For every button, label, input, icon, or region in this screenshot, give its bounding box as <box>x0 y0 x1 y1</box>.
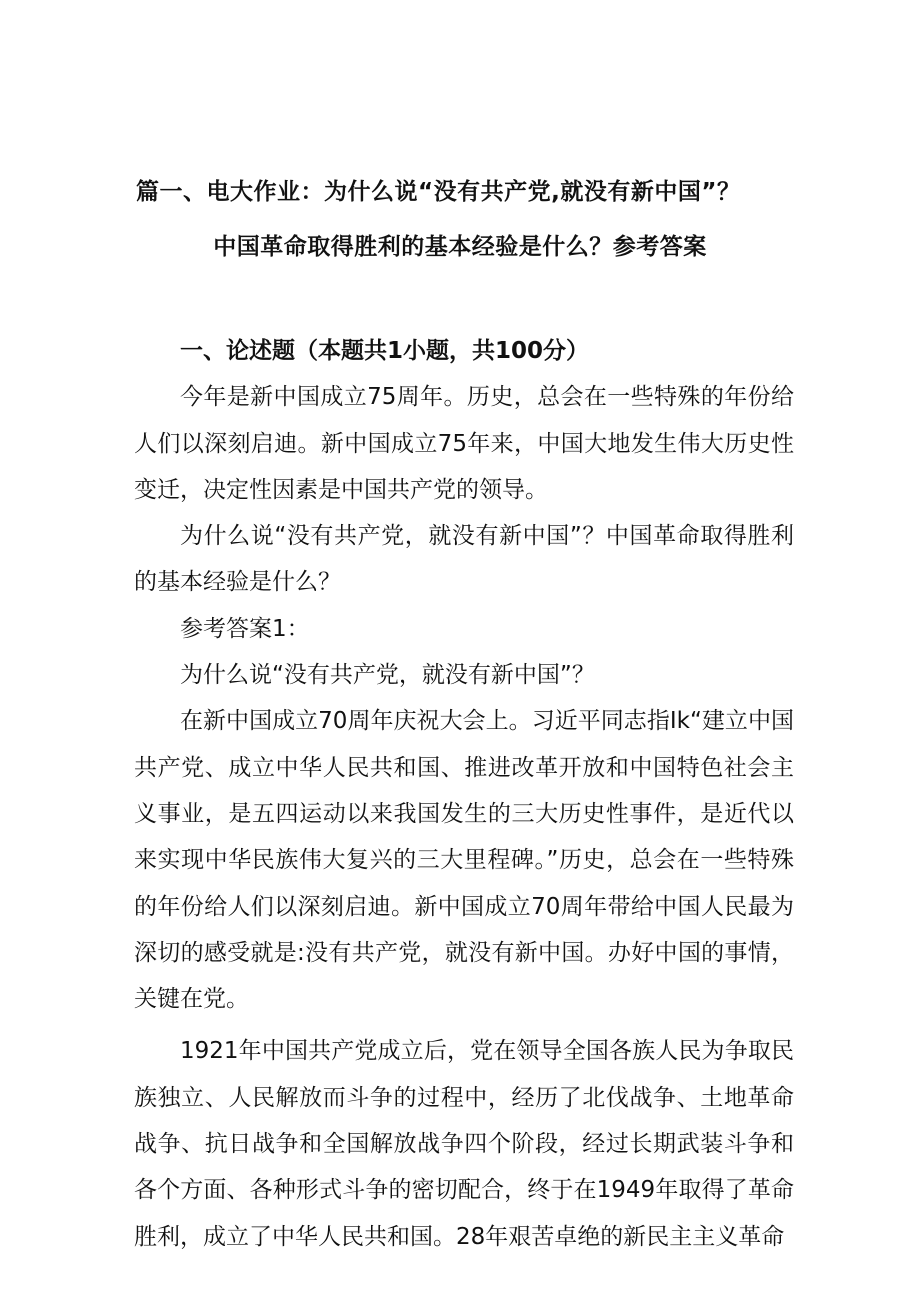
document-body <box>134 328 794 1260</box>
paragraph-intro: 今年是新中国成立75周年。历史，总会在一些特殊的年份给人们以深刻启迪。新中国成立75年来，中国大地发生伟大历史性变迁，决定性因素是中国共产党的领导。 <box>134 384 794 503</box>
section-heading: 一、论述题（本题共1小题，共100分） <box>180 338 590 364</box>
paragraph-subquestion: 为什么说“没有共产党，就没有新中国”？ <box>180 662 595 689</box>
paragraph-quote: 在新中国成立70周年庆祝大会上。习近平同志指Ik“建立中国共产党、成立中华人民共和国、推进改革开放和中国特色社会主义事业，是五四运动以来我国发生的三大历史性事件，是近代以来实现中华民族伟大复兴的三大里程碑。”历史，总会在一些特殊的年份给人们以深刻启迪。新中国成立70周年带给中国人民最为深切的感受就是:没有共产党，就没有新中国。办好中国的事情，关键在党。 <box>134 708 794 1013</box>
paragraph-history: 1921年中国共产党成立后，党在领导全国各族人民为争取民族独立、人民解放而斗争的过程中，经历了北伐战争、土地革命战争、抗日战争和全国解放战争四个阶段，经过长期武装斗争和各个方面、各种形式斗争的密切配合，终于在1949年取得了革命胜利，成立了中华人民共和国。28年艰苦卓绝的新民主主义革命 <box>134 1038 794 1250</box>
document-title-line-1: 篇一、电大作业：为什么说“没有共产党,就没有新中国”？ <box>136 179 741 205</box>
document-title-line-2: 中国革命取得胜利的基本经验是什么？参考答案 <box>213 234 707 260</box>
paragraph-question: 为什么说“没有共产党，就没有新中国”？中国革命取得胜利的基本经验是什么？ <box>134 523 794 596</box>
paragraph-answer-label: 参考答案1： <box>180 615 310 642</box>
